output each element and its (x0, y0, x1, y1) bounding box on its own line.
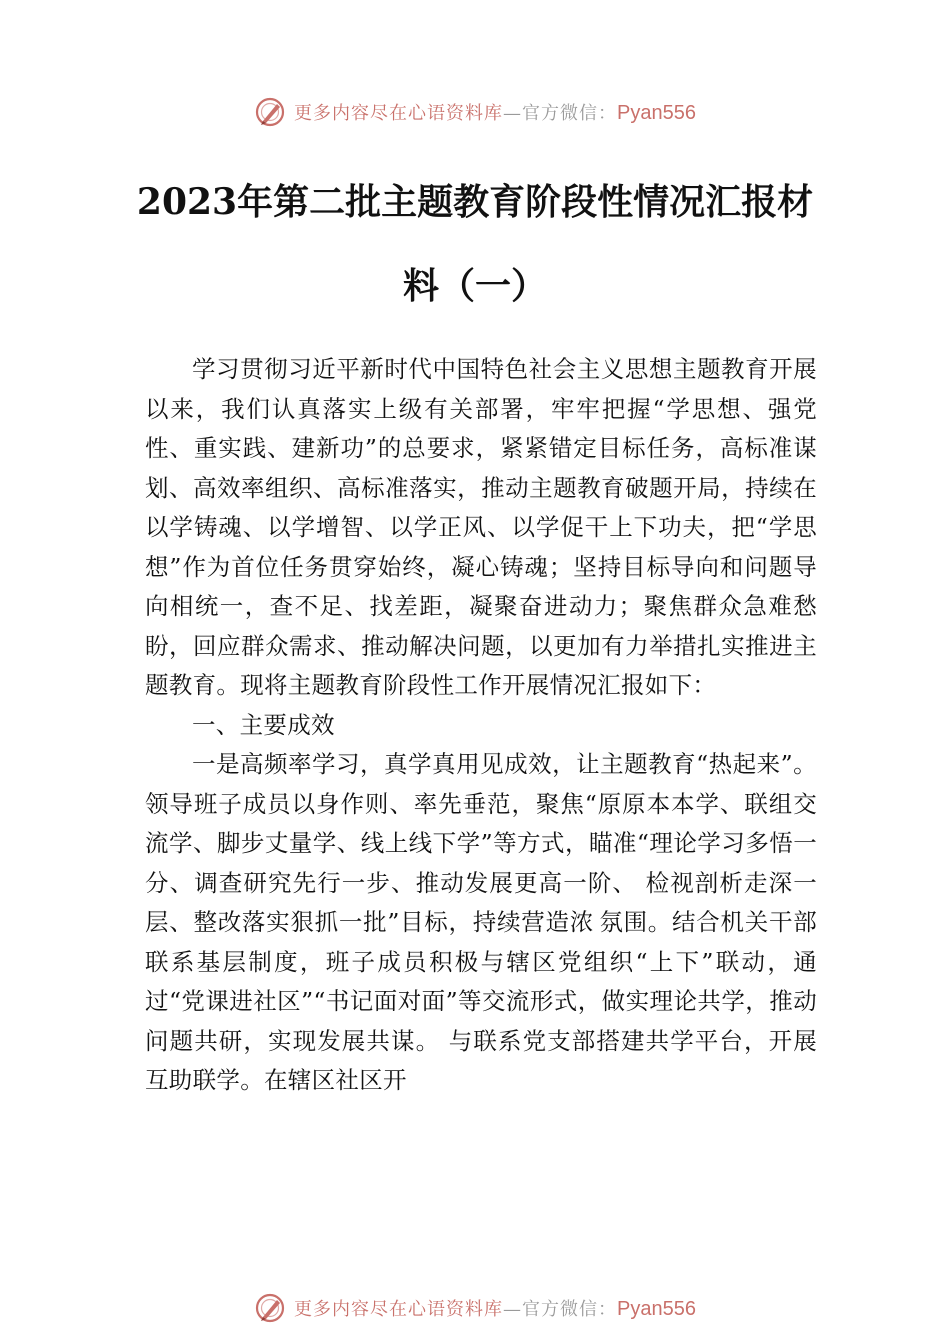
intro-paragraph: 学习贯彻习近平新时代中国特色社会主义思想主题教育开展以来，我们认真落实上级有关部署，牢牢把握“学思想、强党性、重实践、建新功”的总要求，紧紧错定目标任务，高标准谋划、高效率组织、高标准落实，推动主题教育破题开局，持续在以学铸魂、以学增智、以学正风、以学促干上下功夫，把“学思想”作为首位任务贯穿始终，凝心铸魂；坚持目标导向和问题导向相统一，查不足、找差距，凝聚奋进动力；聚焦群众急难愁盼，回应群众需求、推动解决问题，以更加有力举措扎实推进主题教育。现将主题教育阶段性工作开展情况汇报如下： (145, 355, 817, 699)
pen-logo-icon (254, 1292, 286, 1324)
watermark-header (0, 92, 950, 132)
document-body (145, 350, 817, 1101)
document-title: 2023年第二批主题教育阶段性情况汇报材料（一） (136, 181, 814, 307)
watermark-footer (0, 1288, 950, 1328)
watermark-text: 更多内容尽在心语资料库—官方微信：Pyan556 (294, 102, 696, 124)
pen-logo-icon (254, 96, 286, 128)
body-paragraph: 一是高频率学习，真学真用见成效，让主题教育“热起来”。领导班子成员以身作则、率先垂范，聚焦“原原本本学、联组交流学、脚步丈量学、线上线下学”等方式，瞄准“理论学习多悟一分、调查研究先行一步、推动发展更高一阶、 检视剖析走深一层、整改落实狠抓一批”目标，持续营造浓 氛围。结合机关干部联系基层制度，班子成员积极与辖区党组织“上下”联动，通过“党课进社区”“书记面对面”等交流形式，做实理论共学，推动问题共研，实现发展共谋。 与联系党支部搭建共学平台，开展互助联学。在辖区社区开 (145, 750, 817, 1094)
section-heading: 一、主要成效 (192, 710, 335, 739)
watermark-text: 更多内容尽在心语资料库—官方微信：Pyan556 (294, 1298, 696, 1320)
